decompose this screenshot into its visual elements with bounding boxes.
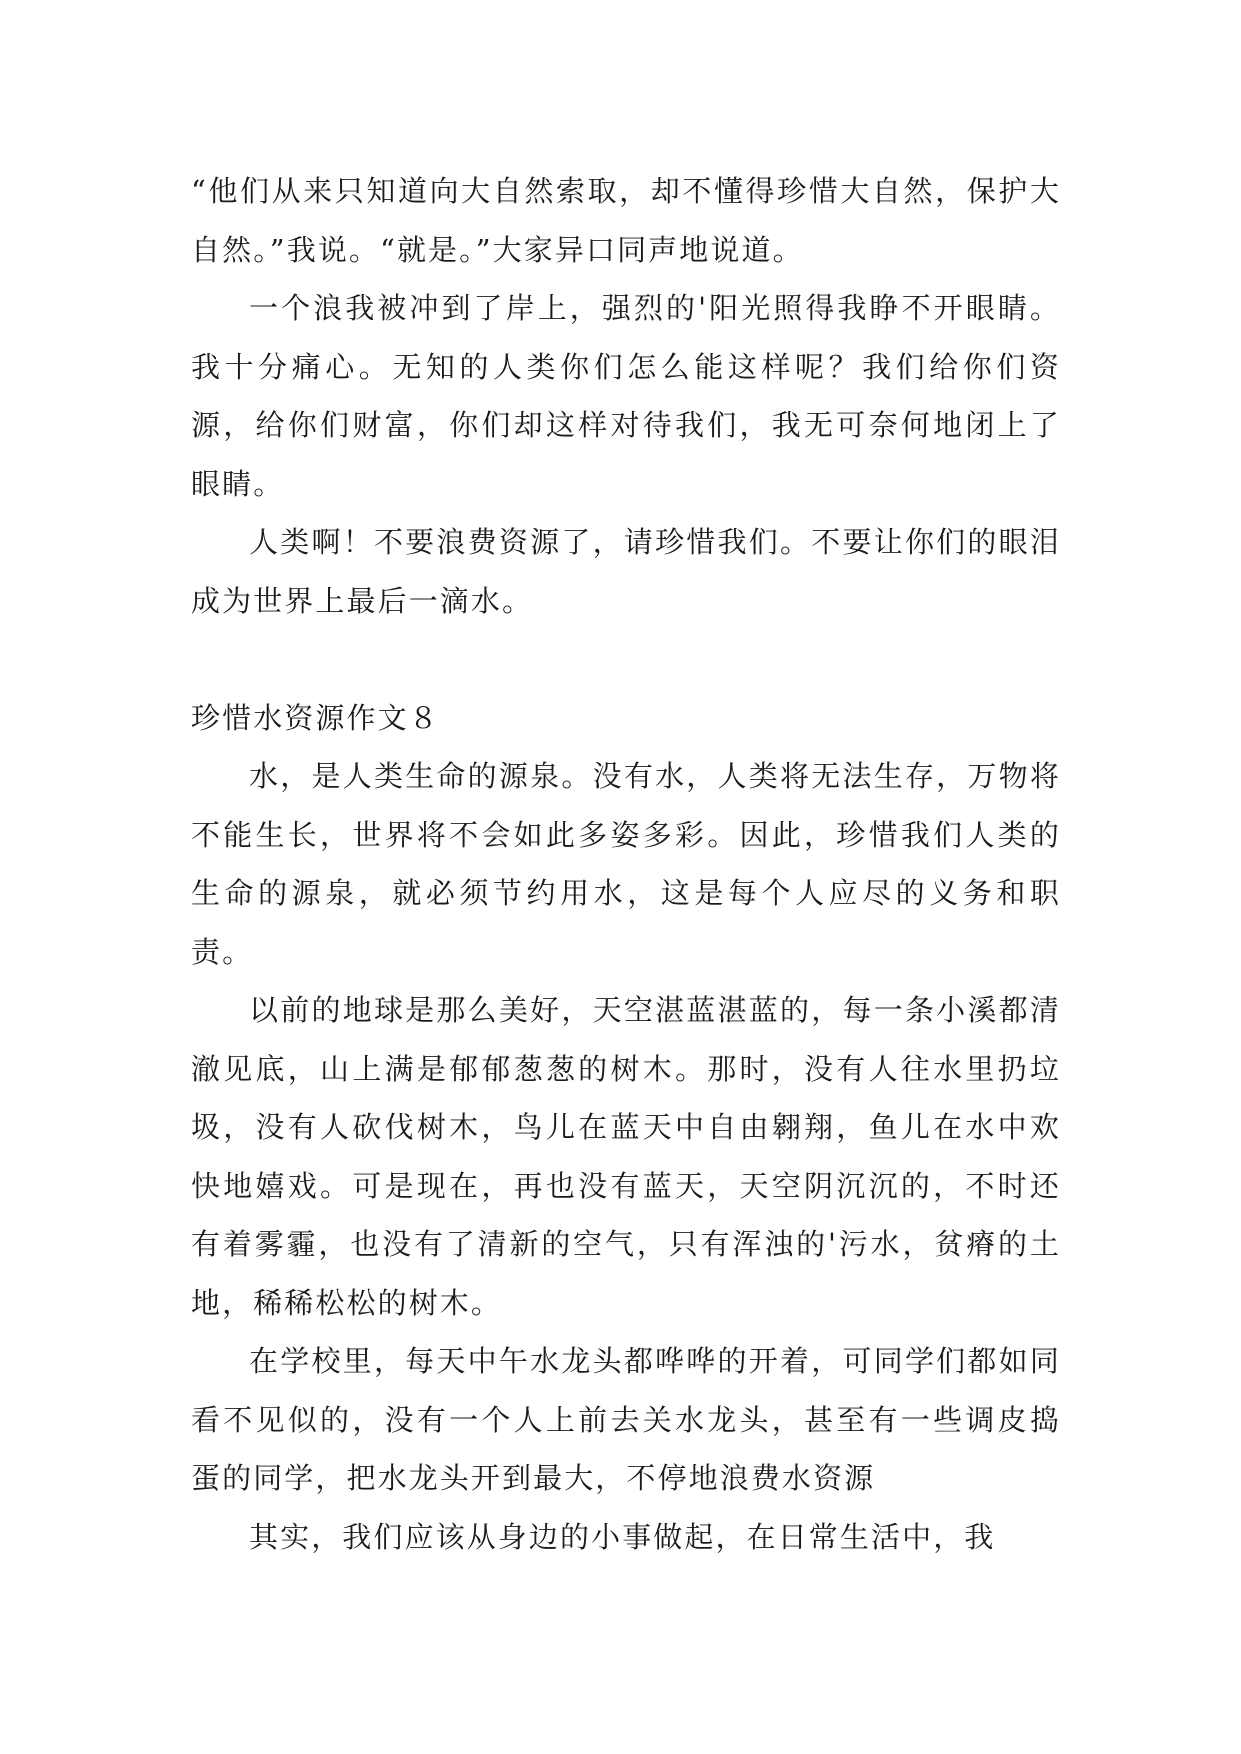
paragraph-3: 人类啊！不要浪费资源了，请珍惜我们。不要让你们的眼泪成为世界上最后一滴水。 xyxy=(191,525,1061,618)
paragraph-6: 在学校里，每天中午水龙头都哗哗的开着，可同学们都如同看不见似的，没有一个人上前去关水龙头，甚至有一些调皮捣蛋的同学，把水龙头开到最大，不停地浪费水资源 xyxy=(191,1344,1061,1495)
paragraph-7: 其实，我们应该从身边的小事做起，在日常生活中，我 xyxy=(249,1519,996,1554)
paragraph-1: “他们从来只知道向大自然索取，却不懂得珍惜大自然，保护大自然。”我说。“就是。”大家异口同声地说道。 xyxy=(191,174,1061,267)
document-body xyxy=(191,162,1061,1566)
paragraph-2: 一个浪我被冲到了岸上，强烈的'阳光照得我睁不开眼睛。我十分痛心。无知的人类你们怎么能这样呢？我们给你们资源，给你们财富，你们却这样对待我们，我无可奈何地闭上了眼睛。 xyxy=(191,291,1061,501)
section-title: 珍惜水资源作文８ xyxy=(191,700,440,735)
paragraph-4: 水，是人类生命的源泉。没有水，人类将无法生存，万物将不能生长，世界将不会如此多姿多彩。因此，珍惜我们人类的生命的源泉，就必须节约用水，这是每个人应尽的义务和职责。 xyxy=(191,759,1061,969)
paragraph-5: 以前的地球是那么美好，天空湛蓝湛蓝的，每一条小溪都清澈见底，山上满是郁郁葱葱的树木。那时，没有人往水里扔垃圾，没有人砍伐树木，鸟儿在蓝天中自由翱翔，鱼儿在水中欢快地嬉戏。可是现在，再也没有蓝天，天空阴沉沉的，不时还有着雾霾，也没有了清新的空气，只有浑浊的'污水，贫瘠的土地，稀稀松松的树木。 xyxy=(191,993,1061,1320)
